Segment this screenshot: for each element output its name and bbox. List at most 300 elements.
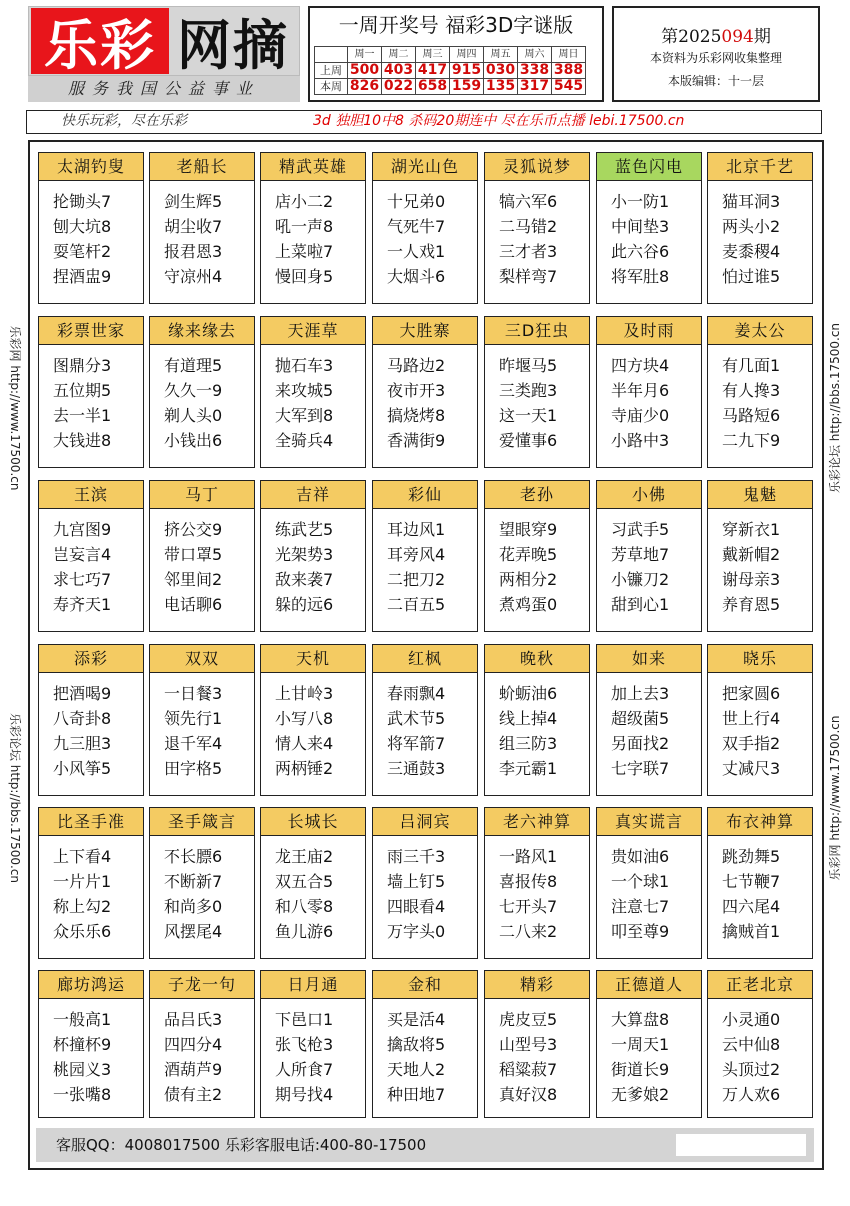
card-title: 姜太公: [708, 317, 812, 345]
riddle-line: 香满街9: [387, 431, 446, 450]
riddle-line: 剑生辉5: [164, 192, 223, 211]
riddle-line: 退千军4: [164, 734, 223, 753]
card-title: 布衣神算: [708, 808, 812, 836]
riddle-line: 李元霸1: [499, 759, 558, 778]
card-body: [708, 836, 812, 944]
riddle-line: 小钱出6: [164, 431, 223, 450]
card-title: 正老北京: [708, 971, 812, 999]
riddle-line: 一般高1: [53, 1010, 112, 1029]
riddle-line: 小路中3: [611, 431, 670, 450]
day-label: 周日: [552, 47, 586, 63]
riddle-line: 麦黍稷4: [722, 242, 781, 261]
puzzle-card: [484, 807, 590, 959]
side-text-right-bottom: 乐彩网 http://www.17500.cn: [828, 715, 842, 881]
issue-box: [612, 6, 820, 102]
riddle-line: 两头小2: [722, 217, 781, 236]
day-label: 周六: [518, 47, 552, 63]
card-body: [485, 999, 589, 1107]
riddle-line: 贵如油6: [611, 847, 670, 866]
riddle-line: 另面找2: [611, 734, 670, 753]
riddle-line: 夜市开3: [387, 381, 446, 400]
card-body: [39, 181, 143, 289]
riddle-line: 不断新7: [164, 872, 223, 891]
riddle-line: 称上勾2: [53, 897, 112, 916]
riddle-line: 二马错2: [499, 217, 558, 236]
riddle-line: 犒六军6: [499, 192, 558, 211]
footer-contact: 客服QQ：4008017500 乐彩客服电话:400-80-17500: [56, 1136, 427, 1154]
riddle-line: 将军箭7: [387, 734, 446, 753]
riddle-line: 墙上钉5: [387, 872, 446, 891]
card-body: [373, 673, 477, 781]
riddle-line: 去一半1: [53, 406, 112, 425]
riddle-line: 守凉州4: [164, 267, 223, 286]
puzzle-card: [372, 807, 478, 959]
card-body: [597, 345, 701, 453]
riddle-line: 昨堰马5: [499, 356, 558, 375]
draw-corner-cell: [315, 47, 348, 63]
card-title: 精武英雄: [261, 153, 365, 181]
card-body: [708, 181, 812, 289]
day-label: 周二: [382, 47, 416, 63]
riddle-line: 期号找4: [275, 1085, 334, 1104]
riddle-line: 甜到心1: [611, 595, 670, 614]
riddle-line: 半年月6: [611, 381, 670, 400]
riddle-line: 把酒喝9: [53, 684, 112, 703]
card-title: 缘来缘去: [150, 317, 254, 345]
riddle-line: 大军到8: [275, 406, 334, 425]
footer-bar: [36, 1128, 814, 1162]
promo-ribbon: [26, 110, 822, 134]
riddle-line: 头顶过2: [722, 1060, 781, 1079]
card-body: [597, 673, 701, 781]
puzzle-card: [260, 644, 366, 796]
riddle-line: 线上掉4: [499, 709, 558, 728]
riddle-line: 武术节5: [387, 709, 446, 728]
draw-number: 030: [484, 63, 518, 79]
riddle-line: 挤公交9: [164, 520, 223, 539]
riddle-line: 下邑口1: [275, 1010, 334, 1029]
puzzle-card: [149, 152, 255, 304]
card-body: [261, 673, 365, 781]
ribbon-slogan: 快乐玩彩，尽在乐彩: [61, 113, 187, 129]
riddle-line: 邻里间2: [164, 570, 223, 589]
riddle-line: 抛石车3: [275, 356, 334, 375]
card-title: 双双: [150, 645, 254, 673]
riddle-line: 情人来4: [275, 734, 334, 753]
riddle-line: 酒葫芦9: [164, 1060, 223, 1079]
riddle-line: 上下看4: [53, 847, 112, 866]
riddle-line: 猫耳洞3: [722, 192, 781, 211]
riddle-line: 一路风1: [499, 847, 558, 866]
card-title: 湖光山色: [373, 153, 477, 181]
riddle-line: 马路边2: [387, 356, 446, 375]
puzzle-card: [707, 644, 813, 796]
riddle-line: 抡锄头7: [53, 192, 112, 211]
riddle-line: 雨三千3: [387, 847, 446, 866]
riddle-line: 把家圆6: [722, 684, 781, 703]
draw-days-row: [315, 47, 586, 63]
riddle-line: 组三防3: [499, 734, 558, 753]
riddle-line: 无爹娘2: [611, 1085, 670, 1104]
puzzle-card: [38, 644, 144, 796]
riddle-line: 戴新帽2: [722, 545, 781, 564]
riddle-line: 上菜啦7: [275, 242, 334, 261]
riddle-line: 图鼎分3: [53, 356, 112, 375]
card-body: [485, 181, 589, 289]
puzzle-card: [596, 152, 702, 304]
riddle-line: 桃园义3: [53, 1060, 112, 1079]
riddle-line: 加上去3: [611, 684, 670, 703]
card-body: [597, 999, 701, 1107]
riddle-line: 中间垫3: [611, 217, 670, 236]
riddle-line: 三类跑3: [499, 381, 558, 400]
draw-number: 545: [552, 79, 586, 95]
riddle-line: 七开头7: [499, 897, 558, 916]
puzzle-card: [149, 807, 255, 959]
card-body: [261, 509, 365, 617]
card-body: [39, 836, 143, 944]
puzzle-card: [149, 644, 255, 796]
riddle-line: 一片片1: [53, 872, 112, 891]
puzzle-card: [372, 316, 478, 468]
card-title: 彩仙: [373, 481, 477, 509]
riddle-line: 求七巧7: [53, 570, 112, 589]
card-body: [597, 836, 701, 944]
puzzle-card: [707, 480, 813, 632]
riddle-line: 擒贼首1: [722, 922, 781, 941]
riddle-line: 一周天1: [611, 1035, 670, 1054]
card-body: [261, 999, 365, 1107]
riddle-line: 大烟斗6: [387, 267, 446, 286]
card-body: [708, 345, 812, 453]
riddle-line: 此六谷6: [611, 242, 670, 261]
card-title: 及时雨: [597, 317, 701, 345]
riddle-line: 九宫图9: [53, 520, 112, 539]
card-title: 廊坊鸿运: [39, 971, 143, 999]
card-title: 老孙: [485, 481, 589, 509]
card-title: 日月通: [261, 971, 365, 999]
puzzle-card: [707, 152, 813, 304]
card-body: [150, 673, 254, 781]
riddle-line: 街道长9: [611, 1060, 670, 1079]
card-body: [39, 673, 143, 781]
day-label: 周五: [484, 47, 518, 63]
card-body: [261, 836, 365, 944]
riddle-line: 全骑兵4: [275, 431, 334, 450]
card-title: 子龙一句: [150, 971, 254, 999]
riddle-line: 春雨飘4: [387, 684, 446, 703]
riddle-line: 久久一9: [164, 381, 223, 400]
draw-number: 500: [348, 63, 382, 79]
puzzle-card: [372, 644, 478, 796]
riddle-line: 大钱进8: [53, 431, 112, 450]
card-body: [150, 181, 254, 289]
riddle-line: 岂妄言4: [53, 545, 112, 564]
puzzle-card: [149, 970, 255, 1118]
card-body: [373, 181, 477, 289]
riddle-line: 带口罩5: [164, 545, 223, 564]
riddle-line: 买是活4: [387, 1010, 446, 1029]
puzzle-card: [372, 152, 478, 304]
riddle-line: 来攻城5: [275, 381, 334, 400]
card-title: 精彩: [485, 971, 589, 999]
issue-suffix: 期: [753, 27, 771, 47]
day-label: 周四: [450, 47, 484, 63]
draw-number: 915: [450, 63, 484, 79]
card-title: 添彩: [39, 645, 143, 673]
riddle-line: 跳劲舞5: [722, 847, 781, 866]
riddle-line: 练武艺5: [275, 520, 334, 539]
card-title: 吉祥: [261, 481, 365, 509]
riddle-line: 人所食7: [275, 1060, 334, 1079]
card-body: [485, 673, 589, 781]
day-label: 周三: [416, 47, 450, 63]
riddle-line: 注意七7: [611, 897, 670, 916]
issue-editor: 本版编辑：十一层: [667, 74, 764, 88]
riddle-line: 万人欢6: [722, 1085, 781, 1104]
draw-number: 658: [416, 79, 450, 95]
riddle-line: 双五合5: [275, 872, 334, 891]
riddle-line: 爱懂事6: [499, 431, 558, 450]
riddle-line: 刨大坑8: [53, 217, 112, 236]
riddle-line: 气死牛7: [387, 217, 446, 236]
riddle-line: 穿新衣1: [722, 520, 781, 539]
draw-number: 403: [382, 63, 416, 79]
card-body: [597, 509, 701, 617]
riddle-line: 风摆尾4: [164, 922, 223, 941]
riddle-line: 一个球1: [611, 872, 670, 891]
issue-prefix: 第2025: [661, 27, 722, 47]
riddle-line: 债有主2: [164, 1085, 223, 1104]
card-body: [708, 999, 812, 1107]
riddle-line: 世上行4: [722, 709, 781, 728]
site-logo[interactable]: [28, 6, 300, 76]
draw-number: 388: [552, 63, 586, 79]
card-title: 晓乐: [708, 645, 812, 673]
draw-title: 一周开奖号 福彩3D字谜版: [338, 13, 574, 37]
puzzle-card: [149, 316, 255, 468]
riddle-line: 将军肚8: [611, 267, 670, 286]
riddle-line: 养育恩5: [722, 595, 781, 614]
riddle-line: 杯撞杯9: [53, 1035, 112, 1054]
card-title: 金和: [373, 971, 477, 999]
card-body: [708, 509, 812, 617]
riddle-line: 一日餐3: [164, 684, 223, 703]
side-text-left-top: 乐彩网 http://www.17500.cn: [8, 325, 22, 491]
card-title: 三D狂虫: [485, 317, 589, 345]
riddle-line: 两相分2: [499, 570, 558, 589]
riddle-line: 和八零8: [275, 897, 334, 916]
puzzle-card: [38, 316, 144, 468]
draw-number: 417: [416, 63, 450, 79]
riddle-line: 蚧蛎油6: [499, 684, 558, 703]
card-title: 正德道人: [597, 971, 701, 999]
card-title: 如来: [597, 645, 701, 673]
riddle-line: 大算盘8: [611, 1010, 670, 1029]
riddle-line: 山型号3: [499, 1035, 558, 1054]
riddle-line: 众乐乐6: [53, 922, 112, 941]
riddle-line: 报君恩3: [164, 242, 223, 261]
riddle-line: 这一天1: [499, 406, 558, 425]
riddle-line: 稻粱菽7: [499, 1060, 558, 1079]
riddle-line: 双手指2: [722, 734, 781, 753]
card-body: [150, 836, 254, 944]
card-body: [39, 509, 143, 617]
puzzle-card: [484, 970, 590, 1118]
slogan: 服务我国公益事业: [28, 76, 300, 102]
riddle-line: 十兄弟0: [387, 192, 446, 211]
riddle-line: 怕过谁5: [722, 267, 781, 286]
card-title: 天机: [261, 645, 365, 673]
riddle-line: 天地人2: [387, 1060, 446, 1079]
riddle-line: 搞烧烤8: [387, 406, 446, 425]
card-body: [39, 345, 143, 453]
riddle-line: 寺庙少0: [611, 406, 670, 425]
riddle-line: 四眼看4: [387, 897, 446, 916]
riddle-line: 领先行1: [164, 709, 223, 728]
riddle-line: 擒敌将5: [387, 1035, 446, 1054]
riddle-line: 二八来2: [499, 922, 558, 941]
riddle-line: 耳边风1: [387, 520, 446, 539]
riddle-line: 四六尾4: [722, 897, 781, 916]
riddle-line: 有人搀3: [722, 381, 781, 400]
card-title: 老船长: [150, 153, 254, 181]
puzzle-card: [260, 316, 366, 468]
riddle-line: 云中仙8: [722, 1035, 781, 1054]
riddle-line: 品吕氏3: [164, 1010, 223, 1029]
riddle-line: 马路短6: [722, 406, 781, 425]
riddle-line: 店小二2: [275, 192, 334, 211]
riddle-line: 张飞枪3: [275, 1035, 334, 1054]
issue-number: 094: [721, 27, 754, 47]
riddle-line: 和尚多0: [164, 897, 223, 916]
draw-number: 022: [382, 79, 416, 95]
riddle-line: 喜报传8: [499, 872, 558, 891]
puzzle-card: [484, 480, 590, 632]
puzzle-card: [484, 316, 590, 468]
card-body: [373, 836, 477, 944]
card-body: [150, 345, 254, 453]
riddle-line: 丈减尺3: [722, 759, 781, 778]
this-week-label: 本周: [315, 79, 348, 95]
card-body: [261, 345, 365, 453]
riddle-line: 七节鞭7: [722, 872, 781, 891]
puzzle-grid: [28, 140, 824, 1170]
riddle-line: 三才者3: [499, 242, 558, 261]
card-title: 长城长: [261, 808, 365, 836]
card-title: 比圣手准: [39, 808, 143, 836]
riddle-line: 龙王庙2: [275, 847, 334, 866]
card-title: 红枫: [373, 645, 477, 673]
this-week-row: [315, 79, 586, 95]
ribbon-promo-link[interactable]: 3d 独胆10中8 杀码20期连中 尽在乐币点播 lebi.17500.cn: [313, 113, 685, 129]
card-body: [373, 999, 477, 1107]
riddle-line: 鱼儿游6: [275, 922, 334, 941]
riddle-line: 习武手5: [611, 520, 670, 539]
weekly-draw-box: [308, 6, 604, 102]
riddle-line: 万字头0: [387, 922, 446, 941]
card-body: [373, 345, 477, 453]
puzzle-card: [596, 807, 702, 959]
card-body: [597, 181, 701, 289]
riddle-line: 胡尘收7: [164, 217, 223, 236]
card-title: 老六神算: [485, 808, 589, 836]
riddle-line: 不长膘6: [164, 847, 223, 866]
riddle-line: 超级菌5: [611, 709, 670, 728]
card-title: 吕洞宾: [373, 808, 477, 836]
footer-blank-box: [676, 1134, 806, 1156]
riddle-line: 敌来袭7: [275, 570, 334, 589]
riddle-line: 四四分4: [164, 1035, 223, 1054]
card-title: 圣手箴言: [150, 808, 254, 836]
puzzle-card: [484, 152, 590, 304]
riddle-line: 小灵通0: [722, 1010, 781, 1029]
card-body: [485, 345, 589, 453]
riddle-line: 芳草地7: [611, 545, 670, 564]
riddle-line: 煮鸡蛋0: [499, 595, 558, 614]
riddle-line: 小写八8: [275, 709, 334, 728]
puzzle-card: [149, 480, 255, 632]
riddle-line: 梨样弯7: [499, 267, 558, 286]
card-title: 真实谎言: [597, 808, 701, 836]
puzzle-card: [707, 316, 813, 468]
riddle-line: 二把刀2: [387, 570, 446, 589]
card-title: 大胜寨: [373, 317, 477, 345]
card-title: 马丁: [150, 481, 254, 509]
riddle-line: 田字格5: [164, 759, 223, 778]
riddle-line: 九三胆3: [53, 734, 112, 753]
riddle-line: 耍笔杆2: [53, 242, 112, 261]
card-title: 小佛: [597, 481, 701, 509]
card-title: 王滨: [39, 481, 143, 509]
riddle-line: 七字联7: [611, 759, 670, 778]
draw-number: 135: [484, 79, 518, 95]
riddle-line: 电话聊6: [164, 595, 223, 614]
riddle-line: 小风筝5: [53, 759, 112, 778]
card-body: [485, 509, 589, 617]
riddle-line: 真好汉8: [499, 1085, 558, 1104]
riddle-line: 两柄锤2: [275, 759, 334, 778]
riddle-line: 虎皮豆5: [499, 1010, 558, 1029]
riddle-line: 花弄晚5: [499, 545, 558, 564]
riddle-line: 光架势3: [275, 545, 334, 564]
riddle-line: 捏酒盅9: [53, 267, 112, 286]
draw-number: 159: [450, 79, 484, 95]
puzzle-card: [260, 970, 366, 1118]
puzzle-card: [596, 480, 702, 632]
card-body: [150, 509, 254, 617]
day-label: 周一: [348, 47, 382, 63]
logo-black-text: 网摘: [177, 13, 289, 77]
puzzle-card: [484, 644, 590, 796]
riddle-line: 二百五5: [387, 595, 446, 614]
riddle-line: 二九下9: [722, 431, 781, 450]
card-body: [485, 836, 589, 944]
puzzle-card: [38, 970, 144, 1118]
puzzle-card: [596, 644, 702, 796]
riddle-line: 八奇卦8: [53, 709, 112, 728]
puzzle-card: [372, 480, 478, 632]
riddle-line: 慢回身5: [275, 267, 334, 286]
card-body: [39, 999, 143, 1107]
issue-note: 本资料为乐彩网收集整理: [649, 51, 782, 65]
riddle-line: 吼一声8: [275, 217, 334, 236]
card-body: [261, 181, 365, 289]
puzzle-card: [596, 970, 702, 1118]
riddle-line: 小镰刀2: [611, 570, 670, 589]
draw-number: 826: [348, 79, 382, 95]
card-title: 鬼魅: [708, 481, 812, 509]
